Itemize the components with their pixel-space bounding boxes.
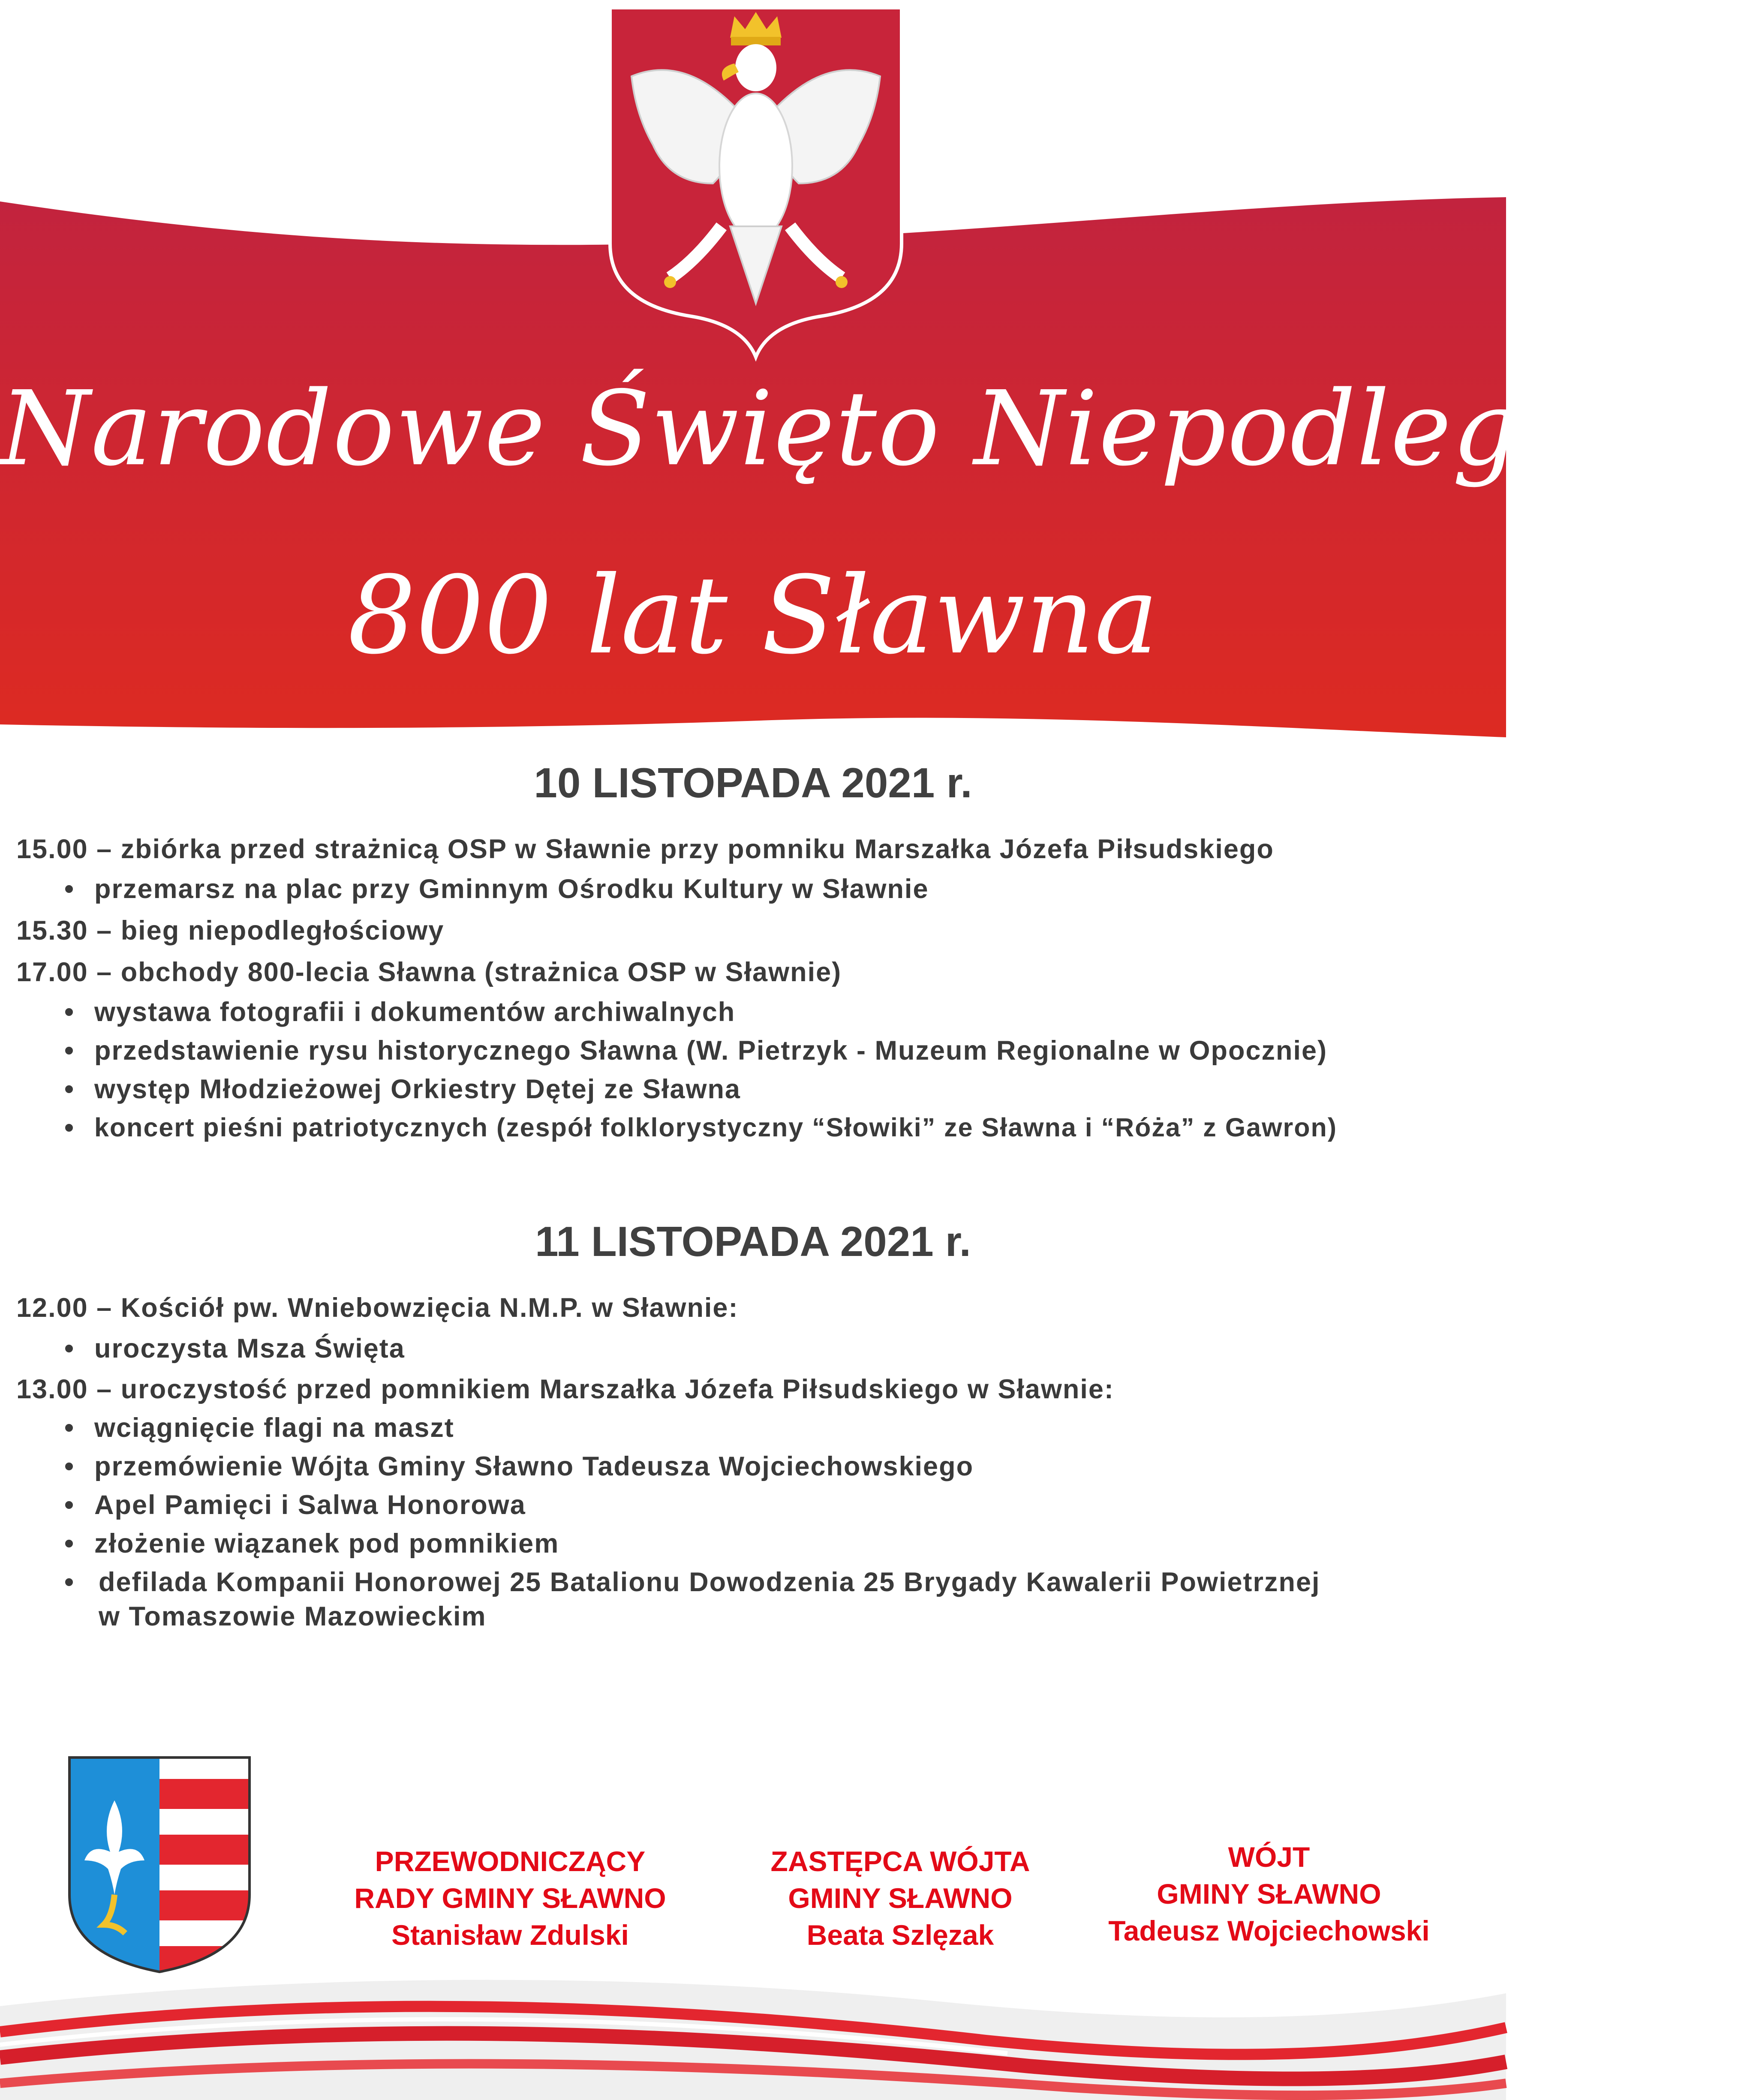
signature-role: ZASTĘPCA WÓJTA (770, 1845, 1030, 1877)
signature-name: Tadeusz Wojciechowski (1108, 1914, 1430, 1947)
day1-subitem-1: przemarsz na plac przy Gminnym Ośrodku Kultury w Sławnie (94, 874, 929, 904)
day1-subitem-3: przedstawienie rysu historycznego Sławna (W. Pietrzyk - Muzeum Regionalne w Opocznie) (94, 1036, 1328, 1066)
bullet-icon: • (64, 1490, 74, 1520)
gmina-slawno-coat-of-arms-icon (65, 1753, 254, 1976)
bullet-icon: • (64, 1451, 74, 1481)
bullet-icon: • (64, 997, 74, 1027)
bullet-icon: • (64, 1529, 74, 1559)
day2-date-heading: 11 LISTOPADA 2021 r. (535, 1218, 971, 1265)
day2-item-1: 12.00 – Kościół pw. Wniebowzięcia N.M.P. w Sławnie: (16, 1293, 739, 1323)
bullet-icon: • (64, 874, 74, 904)
day2-subitem-1: uroczysta Msza Święta (94, 1334, 405, 1364)
day1-subitem-4: występ Młodzieżowej Orkiestry Dętej ze Sławna (94, 1074, 741, 1104)
signature-role: WÓJT (1228, 1841, 1310, 1873)
day2-item-2: 13.00 – uroczystość przed pomnikiem Marszałka Józefa Piłsudskiego w Sławnie: (16, 1374, 1114, 1404)
bullet-icon: • (64, 1113, 74, 1143)
title-line-2: 800 lat Sławna (348, 553, 1158, 678)
day1-subitem-5: koncert pieśni patriotycznych (zespół folklorystyczny “Słowiki” ze Sławna i “Róża” z Gawron) (94, 1113, 1338, 1142)
signature-role: RADY GMINY SŁAWNO (354, 1882, 666, 1914)
bullet-icon: • (64, 1074, 74, 1104)
day1-subitem-2: wystawa fotografii i dokumentów archiwalnych (94, 997, 736, 1027)
day1-item-2: 15.30 – bieg niepodległościowy (16, 916, 445, 946)
signature-name: Beata Szlęzak (806, 1919, 994, 1951)
day1-item-1: 15.00 – zbiórka przed strażnicą OSP w Sławnie przy pomniku Marszałka Józefa Piłsudskiego (16, 834, 1274, 864)
day2-subitem-3: przemówienie Wójta Gminy Sławno Tadeusza Wojciechowskiego (94, 1451, 974, 1481)
bullet-icon: • (64, 1036, 74, 1066)
bullet-icon: • (64, 1413, 74, 1443)
day2-subitem-5: złożenie wiązanek pod pomnikiem (94, 1529, 559, 1559)
white-eagle-emblem-icon (606, 3, 906, 359)
day1-date-heading: 10 LISTOPADA 2021 r. (534, 759, 972, 806)
signature-role: PRZEWODNICZĄCY (375, 1845, 646, 1877)
title-line-1: Narodowe Święto Niepodległości (0, 369, 1762, 489)
decorative-ribbon (0, 1955, 1506, 2100)
signature-chairman (330, 1843, 690, 1953)
day2-subitem-6-cont: w Tomaszowie Mazowieckim (99, 1601, 487, 1631)
signature-name: Stanisław Zdulski (391, 1919, 629, 1951)
bullet-icon: • (64, 1567, 74, 1597)
signature-mayor (1072, 1839, 1466, 1949)
signature-role: GMINY SŁAWNO (788, 1882, 1013, 1914)
day2-subitem-4: Apel Pamięci i Salwa Honorowa (94, 1490, 526, 1520)
day1-item-3: 17.00 – obchody 800-lecia Sławna (strażnica OSP w Sławnie) (16, 957, 842, 987)
day2-subitem-6: defilada Kompanii Honorowej 25 Batalionu Dowodzenia 25 Brygady Kawalerii Powietrznej (99, 1567, 1320, 1597)
signature-role: GMINY SŁAWNO (1157, 1878, 1381, 1910)
day2-subitem-2: wciągnięcie flagi na maszt (94, 1413, 454, 1443)
signature-deputy-mayor (729, 1843, 1072, 1953)
bullet-icon: • (64, 1334, 74, 1364)
